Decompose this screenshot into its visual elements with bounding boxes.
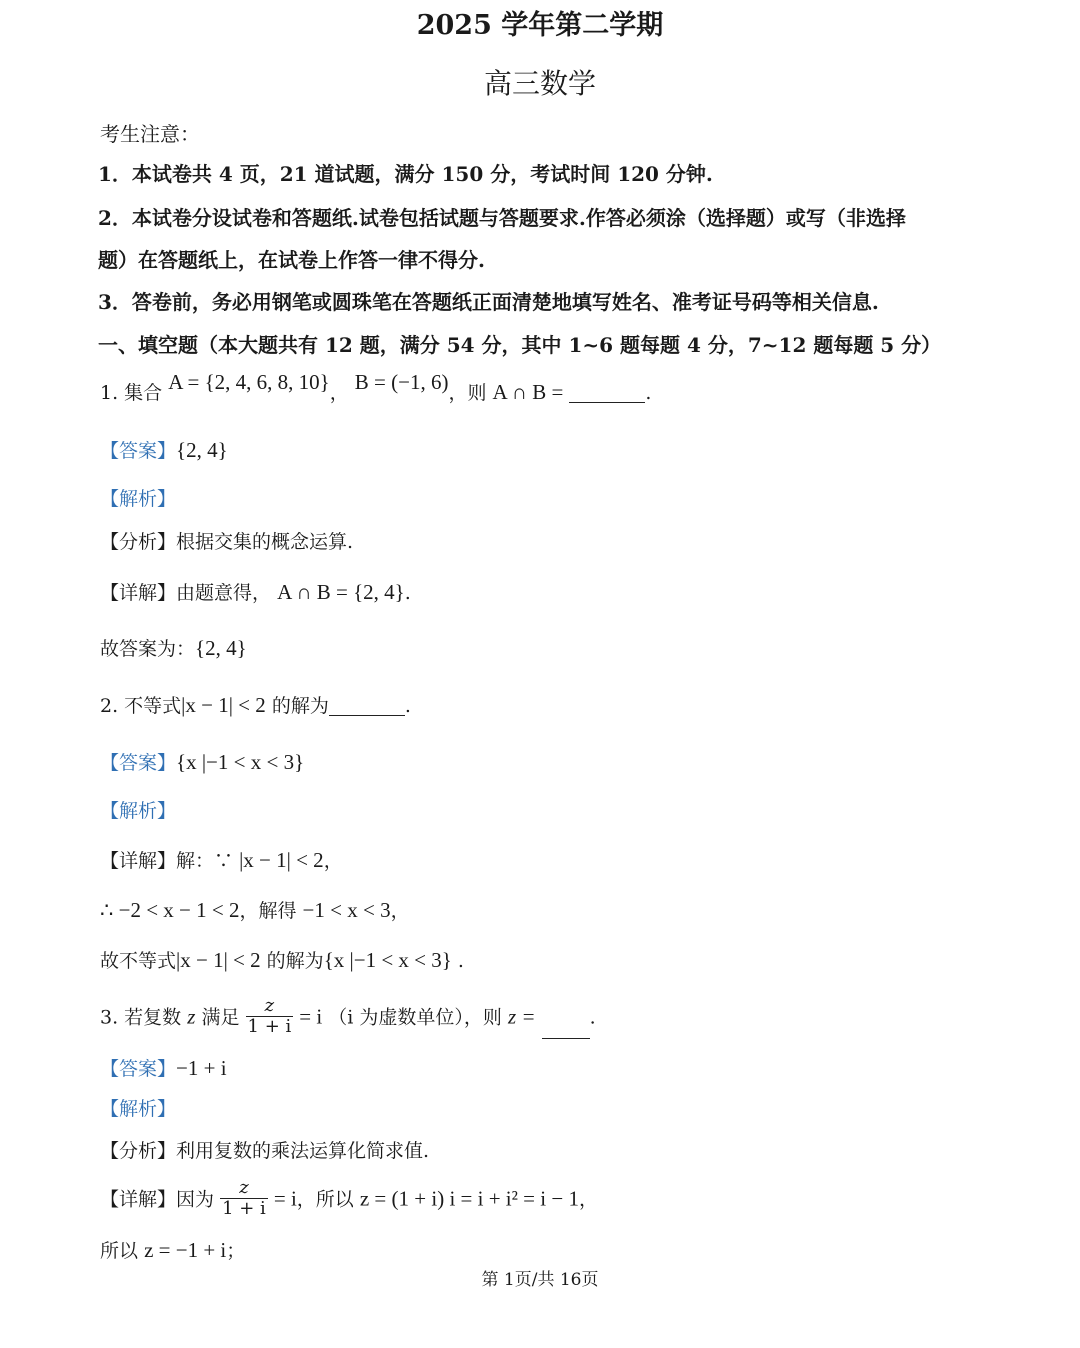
q3-frac-den: 1 + i	[247, 1016, 292, 1037]
q1-end: .	[645, 382, 652, 404]
q1-conclusion	[100, 638, 247, 659]
q2-end: .	[404, 695, 411, 717]
q3-detail-fraction	[220, 1178, 268, 1219]
q2-concl-math1: |x − 1| < 2	[176, 948, 261, 972]
q1-fenxi-line	[100, 533, 353, 552]
question-3	[100, 995, 596, 1039]
q1-answer-line	[100, 440, 228, 461]
q3-detail-end: ，	[578, 1188, 598, 1211]
q3-detail-frac-num: z	[239, 1177, 249, 1198]
q1-conclusion-text: 故答案为：	[100, 638, 196, 660]
answer-label: 【答案】	[100, 752, 177, 774]
analysis-label: 【解析】	[100, 1098, 177, 1120]
question-1	[100, 370, 652, 404]
q2-concl-math2: {x |−1 < x < 3}	[323, 948, 452, 972]
q2-concl-end: .	[457, 950, 464, 972]
q1-detail-end: .	[404, 582, 411, 604]
q3-eq: = i	[299, 1004, 323, 1029]
q2-conclusion	[100, 950, 464, 971]
q1-then: ，则	[448, 382, 487, 404]
q1-set-b: B = (−1, 6)	[354, 370, 449, 394]
q1-prefix: 1. 集合	[100, 382, 163, 404]
q3-fenxi-line	[100, 1142, 429, 1161]
q1-answer: {2, 4}	[176, 438, 228, 462]
exam-subject: 高三数学	[483, 67, 596, 100]
q2-step2-end: ，	[390, 900, 410, 922]
q2-suffix: 的解为	[271, 695, 329, 717]
xiangjie-label: 【详解】	[100, 582, 177, 604]
answer-label: 【答案】	[100, 440, 177, 462]
fenxi-label: 【分析】	[100, 531, 177, 553]
q3-answer-blank[interactable]	[542, 1038, 590, 1039]
q1-conclusion-math: {2, 4}	[195, 636, 247, 660]
q2-answer: {x |−1 < x < 3}	[176, 750, 305, 774]
notice-item-3: 3．答卷前，务必用钢笔或圆珠笔在答题纸正面清楚地填写姓名、准考证号码等相关信息.	[98, 290, 879, 314]
q2-step2-math2: −1 < x < 3	[302, 898, 391, 922]
q2-step-2	[100, 900, 410, 921]
q2-ineq: |x − 1| < 2	[181, 693, 266, 717]
q3-note: （i 为虚数单位），则	[328, 1006, 502, 1029]
q3-fenxi: 利用复数的乘法运算化简求值.	[176, 1140, 430, 1162]
q3-detail-text1: 因为	[176, 1188, 215, 1211]
xiangjie-label: 【详解】	[100, 1188, 177, 1211]
q3-answer: −1 + i	[176, 1056, 227, 1080]
notice-item-2-line-1: 2．本试卷分设试卷和答题纸.试卷包括试题与答题要求.作答必须涂（选择题）或写（非选择	[98, 206, 906, 230]
q1-expr: A ∩ B =	[492, 380, 564, 404]
notice-heading: 考生注意：	[100, 122, 200, 146]
notice-item-2-line-2: 题）在答题纸上，在试卷上作答一律不得分.	[98, 248, 485, 272]
q3-detail-frac-den: 1 + i	[222, 1198, 266, 1219]
q1-detail-math: A ∩ B = {2, 4}	[277, 580, 405, 604]
analysis-label: 【解析】	[100, 488, 177, 510]
q3-detail-text2: ，所以	[296, 1188, 354, 1211]
notice-item-1: 1．本试卷共 4 页，21 道试题，满分 150 分，考试时间 120 分钟.	[98, 162, 713, 186]
q1-detail-line	[100, 582, 411, 603]
page-number: 第 1页/共 16页	[481, 1270, 599, 1290]
q2-concl-text2: 的解为	[266, 950, 324, 972]
section-heading: 一、填空题（本大题共有 12 题，满分 54 分，其中 1~6 题每题 4 分，7~12 题每题 5 分）	[98, 333, 942, 357]
q2-detail-line	[100, 850, 343, 871]
q3-final-end: ；	[226, 1240, 246, 1262]
q2-step2-math1: ∴ −2 < x − 1 < 2	[100, 898, 240, 922]
q2-detail-end: ，	[323, 850, 343, 872]
q3-var: z	[187, 1004, 196, 1029]
q3-fraction	[246, 996, 294, 1037]
q3-answer-line	[100, 1058, 227, 1079]
q3-detail-line	[100, 1177, 598, 1221]
q3-final-text: 所以	[100, 1240, 139, 1262]
q3-satisfy: 满足	[201, 1006, 240, 1029]
q2-prefix: 2. 不等式	[100, 695, 182, 717]
q3-prefix: 3. 若复数	[100, 1006, 182, 1029]
q2-detail-text: 解：∵	[176, 850, 234, 872]
q3-detail-math: z = (1 + i) i = i + i² = i − 1	[359, 1186, 579, 1211]
xiangjie-label: 【详解】	[100, 850, 177, 872]
q3-ask: z =	[507, 1004, 536, 1029]
answer-label: 【答案】	[100, 1058, 177, 1080]
q1-answer-blank[interactable]	[569, 402, 645, 403]
q3-final-math: z = −1 + i	[144, 1238, 227, 1262]
exam-title: 2025 学年第二学期	[416, 10, 664, 41]
q3-end: .	[589, 1006, 596, 1029]
q2-answer-blank[interactable]	[329, 715, 405, 716]
q2-answer-line	[100, 752, 304, 773]
analysis-label: 【解析】	[100, 800, 177, 822]
q3-final	[100, 1240, 245, 1261]
q2-step2-text: ，解得	[239, 900, 297, 922]
q2-concl-text1: 故不等式	[100, 950, 177, 972]
q2-detail-math: |x − 1| < 2	[239, 848, 324, 872]
q1-set-a: A = {2, 4, 6, 8, 10}	[168, 370, 330, 394]
q3-detail-eq: = i	[273, 1186, 297, 1211]
q1-detail-text: 由题意得，	[176, 582, 272, 604]
fenxi-label: 【分析】	[100, 1140, 177, 1162]
q1-fenxi: 根据交集的概念运算.	[176, 531, 354, 553]
q3-frac-num: z	[264, 995, 275, 1016]
question-2	[100, 695, 411, 716]
q1-sep: ，	[329, 382, 349, 404]
